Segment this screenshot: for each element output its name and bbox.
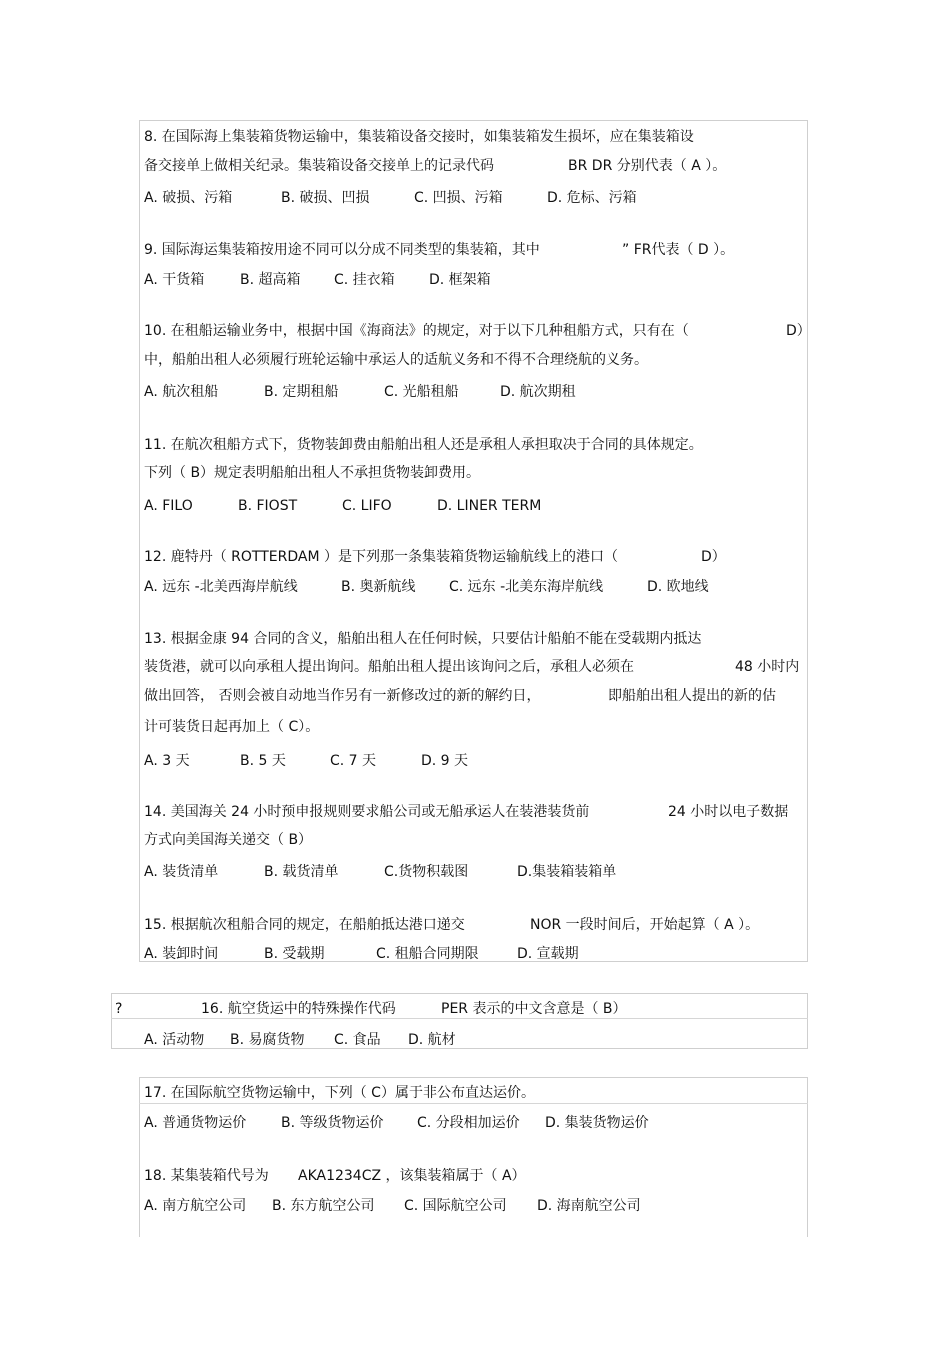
option-b: B. 受载期	[264, 946, 325, 962]
option-b: B. 东方航空公司	[272, 1198, 375, 1214]
option-c: C.货物积载图	[384, 864, 469, 880]
option-c: C. 食品	[334, 1032, 381, 1048]
divider	[139, 1103, 808, 1104]
question-mark-icon: ?	[115, 1001, 123, 1017]
option-a: A. 装卸时间	[144, 946, 219, 962]
option-b: B. 超高箱	[240, 272, 301, 288]
option-c: C. 租船合同期限	[376, 946, 479, 962]
option-d: D. 9 天	[421, 753, 469, 769]
option-a: A. 远东 -北美西海岸航线	[144, 579, 298, 595]
option-d: D. 海南航空公司	[537, 1198, 641, 1214]
option-c: C. 光船租船	[384, 384, 459, 400]
option-d: D. 航材	[408, 1032, 456, 1048]
option-d: D. 集装货物运价	[545, 1115, 649, 1131]
option-d: D.集装箱装箱单	[517, 864, 617, 880]
option-c: C. 国际航空公司	[404, 1198, 507, 1214]
option-c: C. 挂衣箱	[334, 272, 395, 288]
option-c: C. LIFO	[342, 498, 392, 514]
option-d: D. 欧地线	[647, 579, 709, 595]
option-c: C. 凹损、污箱	[414, 190, 503, 206]
option-d: D. 宣载期	[517, 946, 579, 962]
option-a: A. 活动物	[144, 1032, 205, 1048]
option-b: B. 破损、凹损	[281, 190, 370, 206]
option-b: B. 5 天	[240, 753, 286, 769]
option-b: B. 易腐货物	[230, 1032, 305, 1048]
divider	[111, 1018, 808, 1019]
option-a: A. 南方航空公司	[144, 1198, 247, 1214]
option-a: A. 装货清单	[144, 864, 219, 880]
option-d: D. 危标、污箱	[547, 190, 637, 206]
option-b: B. 奥新航线	[341, 579, 416, 595]
option-d: D. 框架箱	[429, 272, 491, 288]
option-b: B. 载货清单	[264, 864, 339, 880]
option-a: A. 破损、污箱	[144, 190, 233, 206]
option-a: A. 3 天	[144, 753, 190, 769]
option-a: A. 普通货物运价	[144, 1115, 247, 1131]
option-c: C. 7 天	[330, 753, 377, 769]
option-d: D. 航次期租	[500, 384, 576, 400]
option-b: B. 定期租船	[264, 384, 339, 400]
option-d: D. LINER TERM	[437, 498, 542, 514]
option-a: A. 航次租船	[144, 384, 219, 400]
option-b: B. 等级货物运价	[281, 1115, 384, 1131]
option-c: C. 远东 -北美东海岸航线	[449, 579, 604, 595]
option-a: A. FILO	[144, 498, 193, 514]
option-b: B. FIOST	[238, 498, 298, 514]
option-c: C. 分段相加运价	[417, 1115, 520, 1131]
option-a: A. 干货箱	[144, 272, 205, 288]
